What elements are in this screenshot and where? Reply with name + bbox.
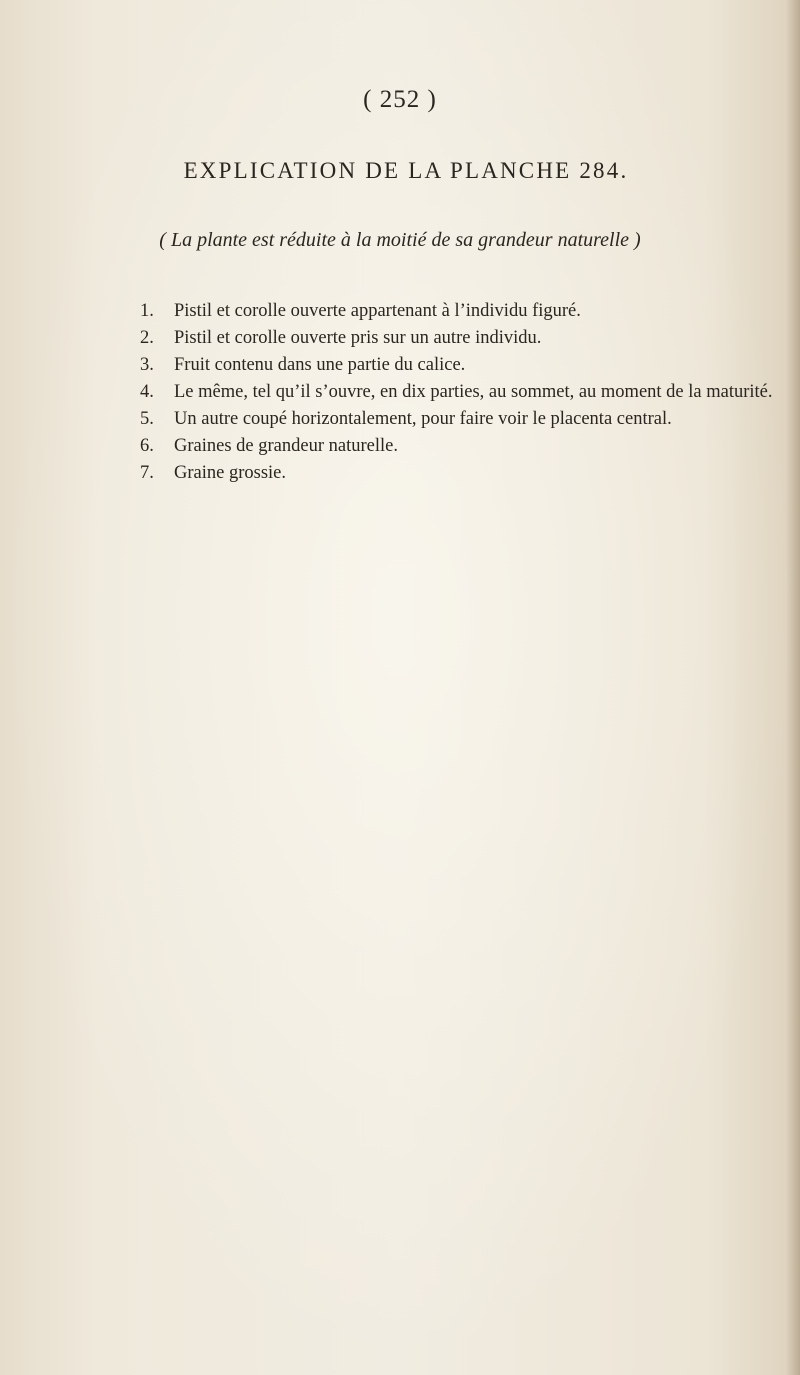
list-item [140,433,780,460]
list-item-number: 3. [140,355,154,375]
list-item [140,352,780,379]
list-item-number: 6. [140,436,154,456]
page-number: ( 252 ) [363,86,437,113]
list-item-text: Fruit contenu dans une partie du calice. [174,355,466,375]
list-item-number: 5. [140,409,154,429]
list-item-number: 1. [140,301,154,321]
page-edge-shadow [786,0,800,1375]
list-item [140,406,780,433]
list-item-text: Graine grossie. [174,463,286,483]
list-item-number: 2. [140,328,154,348]
page-title: EXPLICATION DE LA PLANCHE 284. [183,158,629,183]
list-item-text: Pistil et corolle ouverte pris sur un autre individu. [174,328,542,348]
list-item-text: Graines de grandeur naturelle. [174,436,398,456]
plate-explanation-list [140,298,780,487]
page-subtitle: ( La plante est réduite à la moitié de sa grandeur naturelle ) [159,229,641,251]
list-item-text: Pistil et corolle ouverte appartenant à l’individu figuré. [174,301,581,321]
list-item [140,325,780,352]
list-item-number: 4. [140,382,154,402]
list-item [140,460,780,487]
list-item [140,379,780,406]
list-item [140,298,780,325]
list-item-number: 7. [140,463,154,483]
list-item-text: Le même, tel qu’il s’ouvre, en dix parties, au sommet, au moment de la maturité. [174,382,773,402]
list-item-text: Un autre coupé horizontalement, pour faire voir le placenta central. [174,409,672,429]
